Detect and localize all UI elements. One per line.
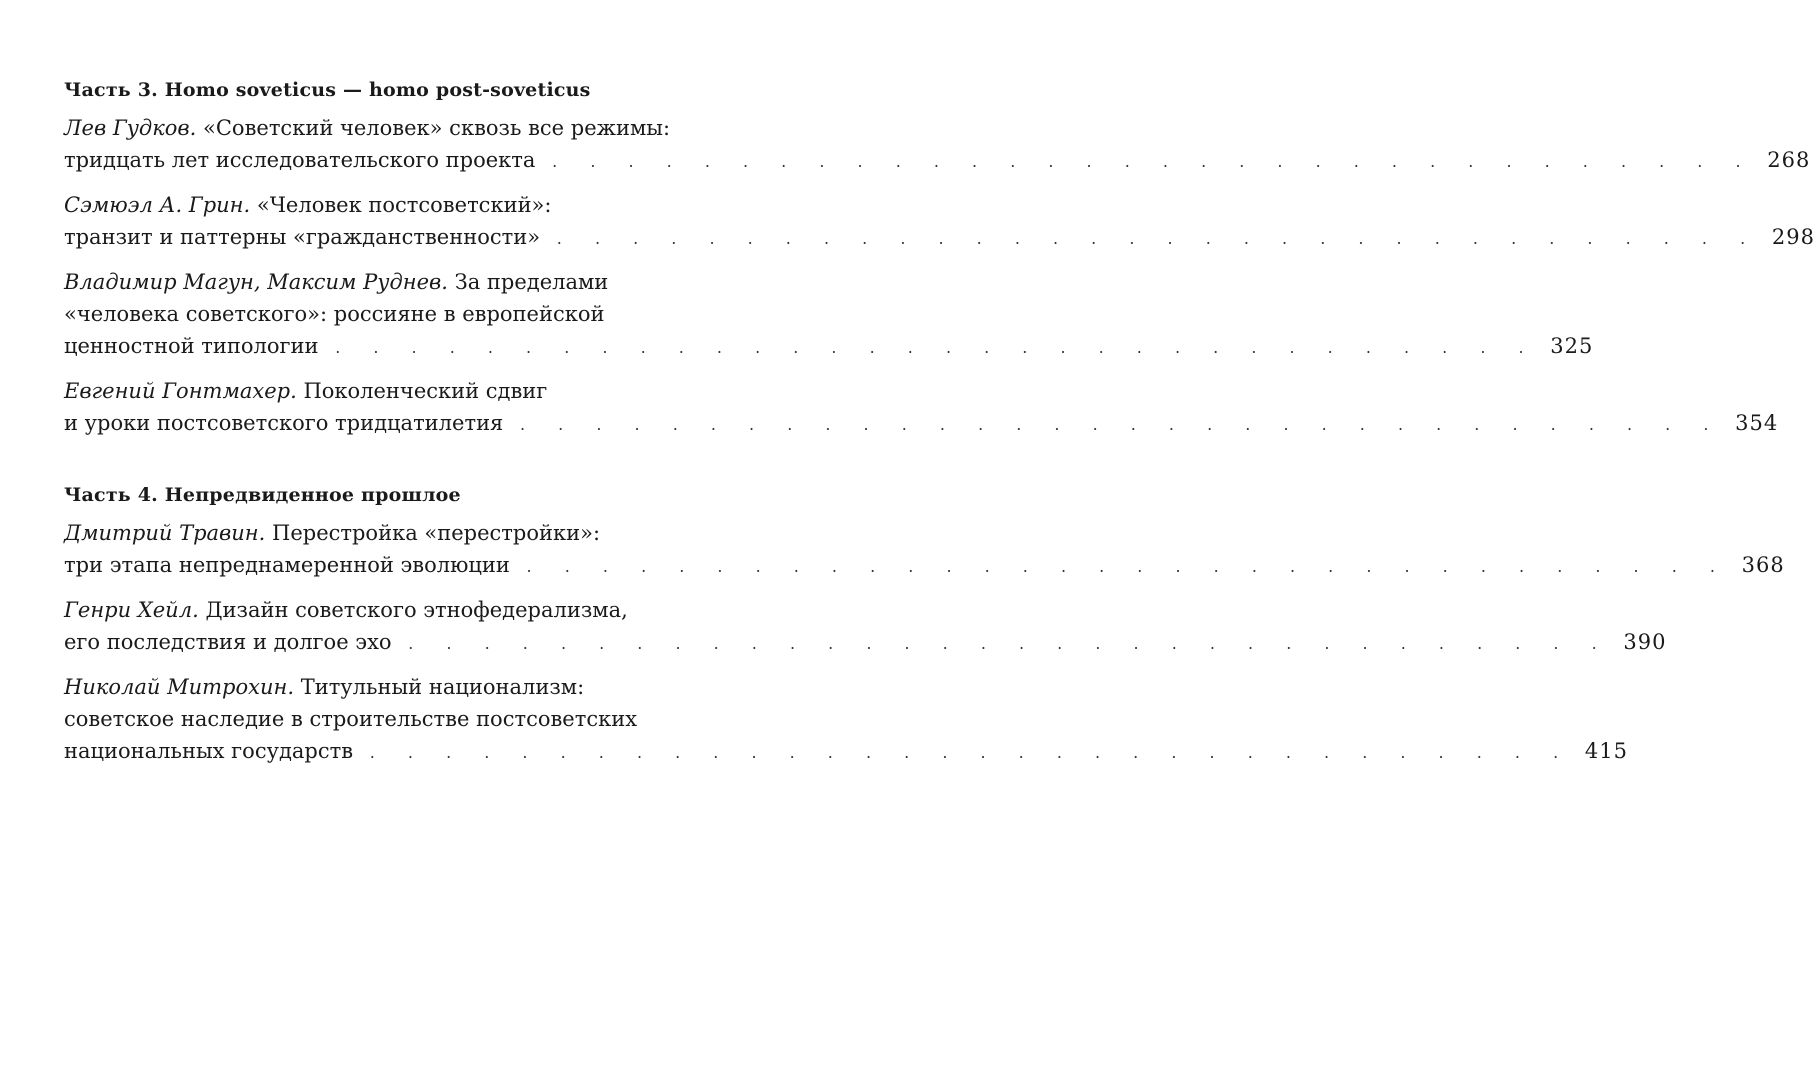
page-number: 390 xyxy=(1623,630,1667,654)
entry-title-start: Перестройка «перестройки»: xyxy=(265,521,601,545)
part-heading: Часть 4. Непредвиденное прошлое xyxy=(64,484,461,506)
entry-title-start: «Человек постсоветский»: xyxy=(250,193,552,217)
page-number: 415 xyxy=(1584,739,1628,763)
dot-leader: . . . . . . . . . . . . . . . . . . . . . . . . . . . . . . . . xyxy=(408,634,1611,653)
entry-first-line xyxy=(64,517,640,549)
toc-entry[interactable] xyxy=(64,189,1815,255)
entry-title-end: его последствия и долгое эхо xyxy=(64,630,392,654)
entry-last-line xyxy=(64,330,1594,364)
entry-last-line xyxy=(64,407,1779,441)
entry-title-start: Титульный национализм: xyxy=(294,675,585,699)
page-number: 368 xyxy=(1741,553,1785,577)
entry-author: Лев Гудков. xyxy=(64,116,197,140)
page-number: 354 xyxy=(1735,411,1779,435)
toc-entry[interactable] xyxy=(64,112,1811,178)
dot-leader: . . . . . . . . . . . . . . . . . . . . . . . . . . . . . . . . xyxy=(520,415,1723,434)
entry-author: Владимир Магун, Максим Руднев. xyxy=(64,270,448,294)
entry-first-line xyxy=(64,594,640,626)
entry-title-end: и уроки постсоветского тридцатилетия xyxy=(64,411,504,435)
toc-entry[interactable] xyxy=(64,517,1785,583)
entry-middle-line: «человека советского»: россияне в европейской xyxy=(64,302,605,326)
entry-title-start: За пределами xyxy=(447,270,609,294)
entry-author: Генри Хейл. xyxy=(64,598,199,622)
entry-title-start: Дизайн советского этнофедерализма, xyxy=(198,598,628,622)
entry-first-line xyxy=(64,671,640,703)
page-number: 325 xyxy=(1550,334,1594,358)
entry-title-end: транзит и паттерны «гражданственности» xyxy=(64,225,541,249)
page-number: 268 xyxy=(1767,148,1811,172)
entry-first-line xyxy=(64,112,671,144)
entry-author: Евгений Гонтмахер. xyxy=(64,379,297,403)
entry-first-line xyxy=(64,189,640,221)
entry-author: Сэмюэл А. Грин. xyxy=(64,193,251,217)
toc-entry[interactable] xyxy=(64,671,1628,769)
page-number: 298 xyxy=(1771,225,1815,249)
part-3-section xyxy=(64,76,1815,441)
entry-last-line xyxy=(64,626,1667,660)
entry-title-end: тридцать лет исследовательского проекта xyxy=(64,148,536,172)
part-4-section xyxy=(64,481,1785,769)
dot-leader: . . . . . . . . . . . . . . . . . . . . . . . . . . . . . . . . xyxy=(552,152,1755,171)
toc-entry[interactable] xyxy=(64,594,1667,660)
dot-leader: . . . . . . . . . . . . . . . . . . . . . . . . . . . . . . . . xyxy=(335,338,1538,357)
entry-last-line xyxy=(64,221,1815,255)
entry-title-start: Поколенческий сдвиг xyxy=(296,379,548,403)
entry-first-line xyxy=(64,266,640,298)
table-of-contents xyxy=(64,76,1815,780)
toc-entry[interactable] xyxy=(64,375,1779,441)
entry-title-end: ценностной типологии xyxy=(64,334,319,358)
dot-leader: . . . . . . . . . . . . . . . . . . . . . . . . . . . . . . . . xyxy=(556,229,1760,248)
part-heading: Часть 3. Homo soveticus — homo post-soveticus xyxy=(64,79,591,101)
entry-title-end: национальных государств xyxy=(64,739,354,763)
entry-middle-line: советское наследие в строительстве постсоветских xyxy=(64,707,638,731)
entry-title-end: три этапа непреднамеренной эволюции xyxy=(64,553,510,577)
entry-first-line xyxy=(64,375,640,407)
entry-title-start: «Советский человек» сквозь все режимы: xyxy=(196,116,671,140)
entry-author: Николай Митрохин. xyxy=(64,675,295,699)
toc-entry[interactable] xyxy=(64,266,1594,364)
entry-author: Дмитрий Травин. xyxy=(64,521,266,545)
dot-leader: . . . . . . . . . . . . . . . . . . . . . . . . . . . . . . . . xyxy=(369,743,1573,762)
dot-leader: . . . . . . . . . . . . . . . . . . . . . . . . . . . . . . . . xyxy=(526,557,1729,576)
entry-last-line xyxy=(64,144,1811,178)
entry-last-line xyxy=(64,549,1785,583)
entry-last-line xyxy=(64,735,1628,769)
